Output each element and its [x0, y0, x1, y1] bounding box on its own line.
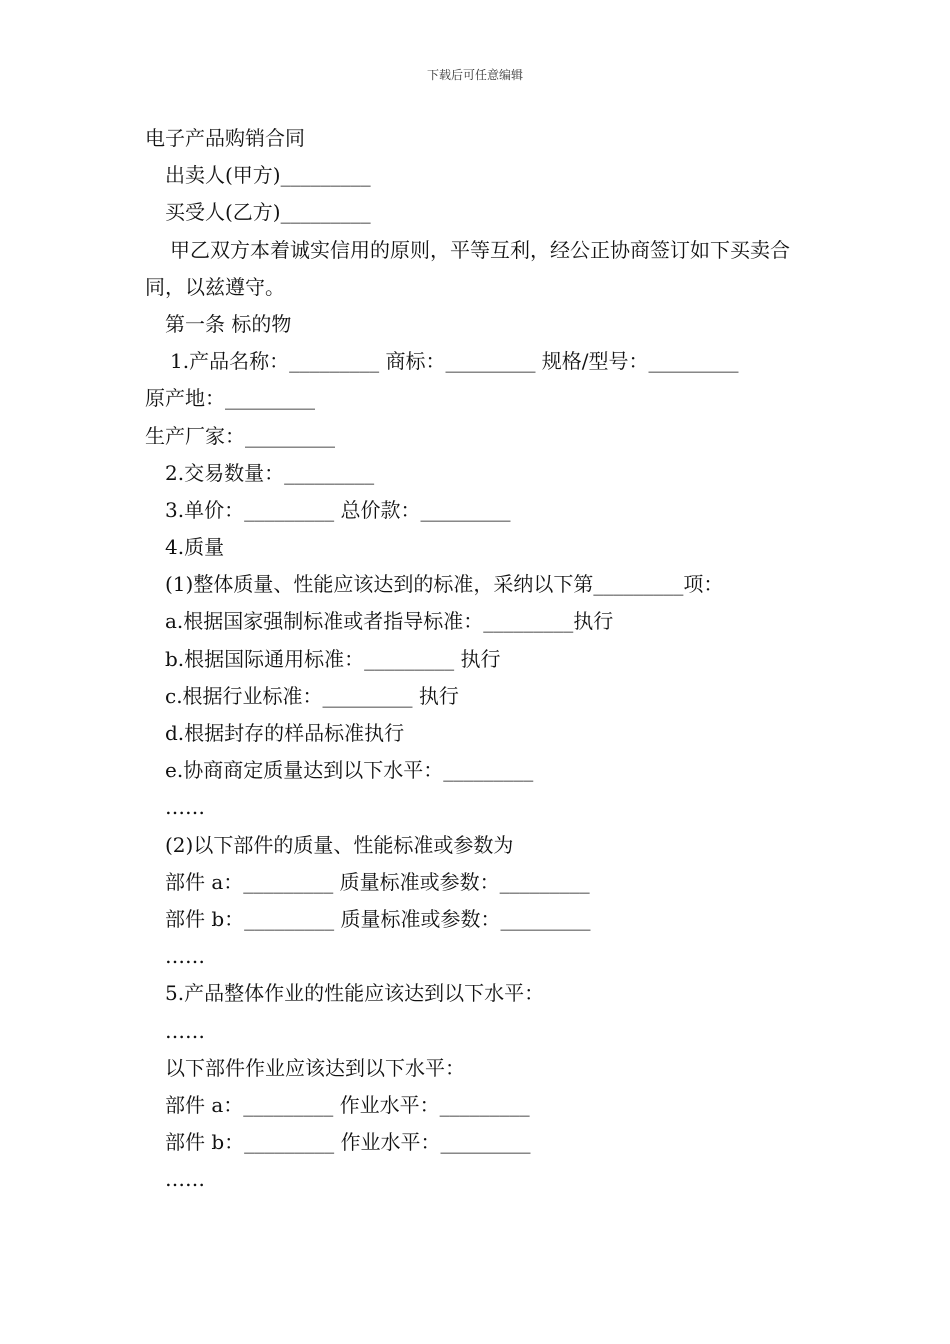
ellipsis-line: …… [165, 944, 205, 969]
document-title: 电子产品购销合同 [145, 126, 305, 150]
document-body [145, 120, 825, 1198]
performance-heading: 5.产品整体作业的性能应该达到以下水平： [165, 981, 545, 1006]
quality-standard-line: (1)整体质量、性能应该达到的标准，采纳以下第_________项： [165, 572, 724, 597]
ellipsis-line: …… [165, 1167, 205, 1192]
option-c-line: c.根据行业标准：_________ 执行 [165, 683, 459, 708]
part-a-performance-line: 部件 a：_________ 作业水平：_________ [165, 1092, 530, 1117]
article-1-heading: 第一条 标的物 [165, 311, 292, 336]
page-header: 下载后可任意编辑 [426, 68, 523, 82]
parts-performance-heading: 以下部件作业应该达到以下水平： [165, 1055, 465, 1080]
part-b-performance-line: 部件 b：_________ 作业水平：_________ [165, 1130, 531, 1155]
option-a-line: a.根据国家强制标准或者指导标准：_________执行 [165, 609, 614, 634]
part-b-quality-line: 部件 b：_________ 质量标准或参数：_________ [165, 906, 591, 931]
seller-line: 出卖人(甲方)_________ [165, 163, 371, 188]
quality-heading: 4.质量 [165, 535, 225, 560]
option-e-line: e.协商商定质量达到以下水平：_________ [165, 758, 534, 783]
part-a-quality-line: 部件 a：_________ 质量标准或参数：_________ [165, 869, 590, 894]
preamble-paragraph: 甲乙双方本着诚实信用的原则，平等互利，经公正协商签订如下买卖合同，以兹遵守。 [145, 237, 790, 299]
quantity-line: 2.交易数量：_________ [165, 460, 375, 485]
price-line: 3.单价：_________ 总价款：_________ [165, 497, 511, 522]
origin-line: 原产地：_________ [145, 386, 315, 411]
ellipsis-line: …… [165, 795, 205, 820]
manufacturer-line: 生产厂家：_________ [145, 423, 335, 448]
ellipsis-line: …… [165, 1018, 205, 1043]
option-b-line: b.根据国际通用标准：_________ 执行 [165, 646, 501, 671]
option-d-line: d.根据封存的样品标准执行 [165, 721, 405, 746]
product-name-line: 1.产品名称：_________ 商标：_________ 规格/型号：_________ [170, 349, 739, 374]
parts-quality-heading: (2)以下部件的质量、性能标准或参数为 [165, 832, 514, 857]
buyer-line: 买受人(乙方)_________ [165, 200, 371, 225]
